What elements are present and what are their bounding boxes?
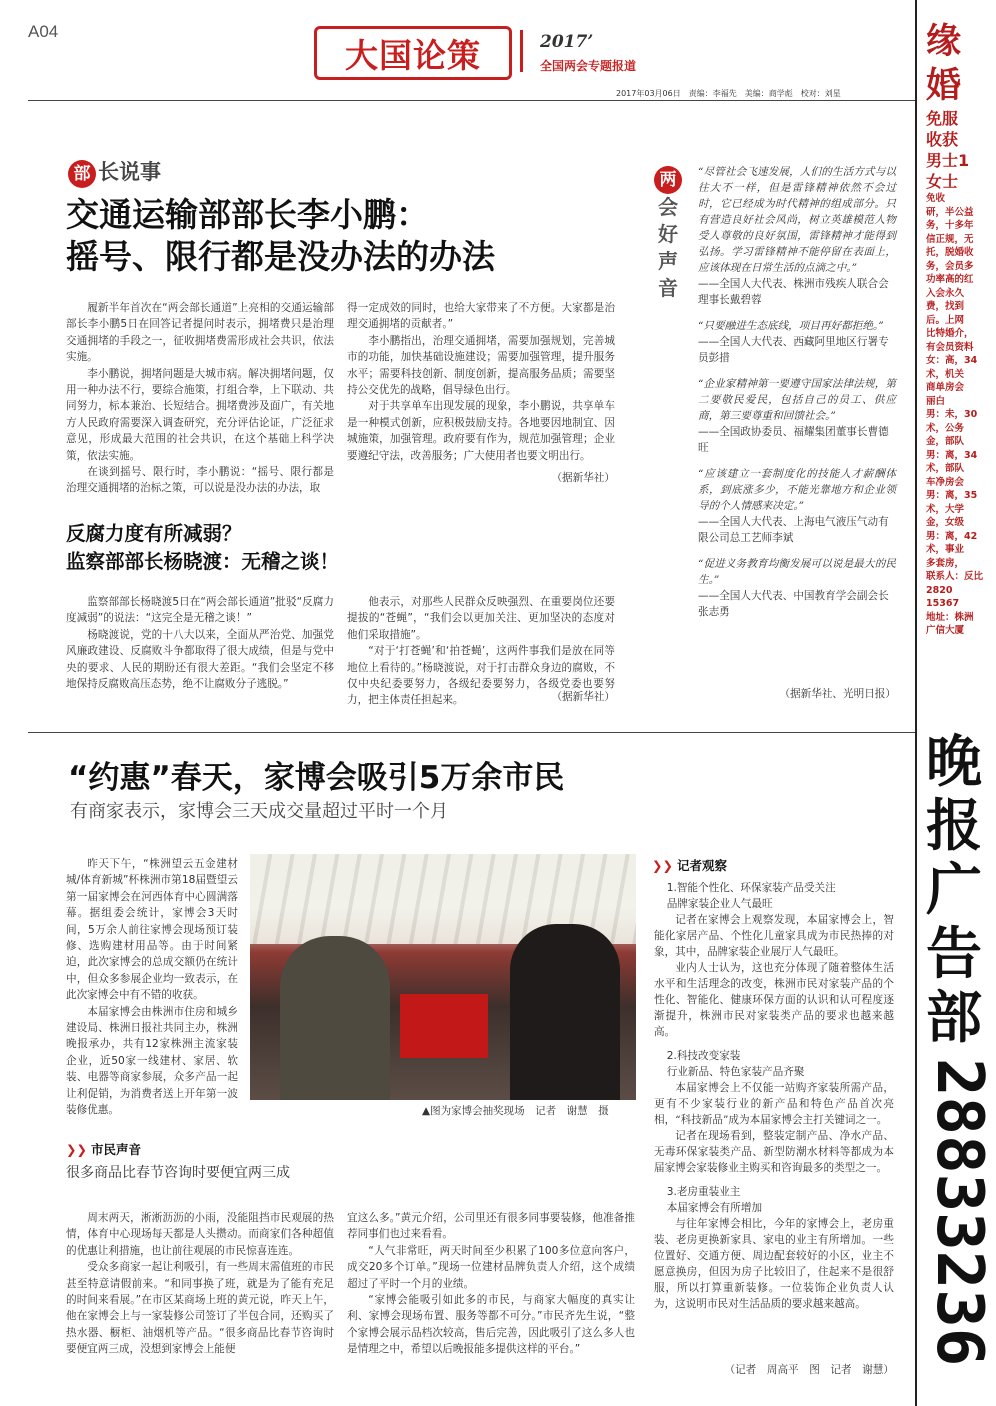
ad-char: 报 <box>926 793 982 859</box>
section-rule <box>28 732 915 733</box>
story1-headline <box>66 194 646 278</box>
voice-item <box>698 376 896 456</box>
photo-caption: ▲图为家博会抽奖现场 记者 谢慧 摄 <box>422 1105 609 1117</box>
ad-phone-number: 28833236 <box>922 1058 996 1367</box>
photo-figure-woman <box>510 924 620 1100</box>
ad-line: 术，大学 <box>926 503 965 515</box>
paragraph: 记者在家博会上观察发现，本届家博会上，智能化家居产品、个性化儿童家具成为市民热捧的对象，其中，品牌家装企业展厅人气最旺。 <box>654 914 894 958</box>
kicker-badge: 部 <box>68 160 96 188</box>
ad-line: 术，机关 <box>926 368 965 380</box>
citizen-column-1 <box>66 1210 334 1358</box>
story2-headline <box>66 520 626 576</box>
voice-quote: “企业家精神第一要遵守国家法律法规，第二要敬民爱民，包括自己的员工、供应商，第三要尊重和回馈社会。” <box>698 378 896 422</box>
ad-line: 金，女级 <box>926 517 965 528</box>
masthead-divider <box>520 30 523 72</box>
expo-photo <box>250 854 636 1100</box>
ad-small-lines <box>926 192 985 638</box>
voice-quote: “促进义务教育均衡发展可以说是最大的民生。” <box>698 558 896 586</box>
paragraph: 与往年家博会相比，今年的家博会上，老房重装、老房更换新家具、家电的业主有所增加。一些位置好、交通方便、周边配套较好的小区，业主不愿意换房，但因为房子比较旧了，住起来不是很舒服，所以打算重新装修。一位装饰企业负责人认为，这说明市民对生活品质的要求越来越高。 <box>654 1218 894 1310</box>
voices-source: （据新华社、光明日报） <box>779 688 896 700</box>
ad-line: 丽白 <box>926 395 946 407</box>
voices-title-char: 音 <box>658 276 678 300</box>
voice-quote: “尽管社会飞速发展，人们的生活方式与以往大不一样，但是雷锋精神依然不会过时，它已经成为时代精神的组成部分。只有营造良好社会风尚，树立英雄模范人物受人尊敬的良好氛围，雷锋精神才能得到弘扬。学习雷锋精神不能停留在表面上，应该体现在日常生活的点滴之中。” <box>698 166 896 274</box>
paragraph: 昨天下午，“株洲望云五金建材城/体育新城”杯株洲市第18届暨望云第一届家博会在河西体育中心圆满落幕。据组委会统计，家博会3天时间，5万余人前往家博会现场预订装修、选购建材用品等。由于时间紧迫，此次家博会的总成交额仍在统计中，但众多参展企业均一致表示，在此次家博会中有不错的收获。 <box>66 858 238 1002</box>
citizen-voice-tag <box>66 1140 141 1158</box>
story1-column-1 <box>66 300 334 497</box>
masthead-year: 2017’ <box>540 32 594 52</box>
ad-line: 免收 <box>926 193 946 204</box>
ad-char: 广 <box>926 857 982 923</box>
paragraph: 宜这么多。”黄元介绍，公司里还有很多同事要装修，他准备推荐同事们也过来看看。 <box>347 1212 635 1241</box>
ad-line: 收获 <box>926 130 959 149</box>
tag-arrow-icon: ❯❯ <box>652 858 673 873</box>
paragraph: 在谈到摇号、限行时，李小鹏说：“摇号、限行都是治理交通拥堵的治标之策，可以说是没办法的办法，取 <box>66 466 334 495</box>
ad-line: 广信大厦 <box>926 625 965 636</box>
paragraph: 得一定成效的同时，也给大家带来了不方便。大家都是治理交通拥堵的贡献者。” <box>347 302 615 331</box>
section-kicker <box>68 156 161 188</box>
paragraph: “对于‘打苍蝇’和‘拍苍蝇’，这两件事我们是放在同等地位上看待的。”杨晓渡说，对于打击群众身边的腐败，不仅中央纪委要努力，各级纪委要努力，各级党委也要努力，把主体责任担起来。 <box>347 645 615 707</box>
ad-mid-lines <box>926 108 985 192</box>
ad-line: 务，会员多 <box>926 260 974 272</box>
ad-line: 多套房， <box>926 557 965 569</box>
ad-line: 地址：株洲 <box>926 611 974 623</box>
ad-department-banner <box>922 729 996 1367</box>
paragraph: “家博会能吸引如此多的市民，与商家大幅度的真实让利、家博会现场布置、服务等都不可分。”市民齐先生说，“整个家博会展示品档次较高，售后完善，因此吸引了这么多人也是情理之中，希望以后晚报能多提供这样的平台。” <box>347 1294 635 1356</box>
ad-char: 婚 <box>926 65 962 106</box>
voices-title-char: 好 <box>658 222 678 246</box>
voice-attribution: ——全国人大代表、西藏阿里地区行署专员彭措 <box>698 336 889 364</box>
ad-line: 术，事业 <box>926 544 965 555</box>
matchmaking-ad <box>926 20 985 638</box>
ad-line: 术，部队 <box>926 463 965 474</box>
ad-line: 15367 <box>926 598 960 609</box>
ad-line: 男：离，42 <box>926 530 978 542</box>
ad-line: 女：高，34 <box>926 355 978 366</box>
paragraph: 本届家博会上不仅能一站购齐家装所需产品，更有不少家装行业的新产品和特色产品首次亮相，“科技新品”成为本届家博会主打关键词之一。 <box>654 1082 894 1126</box>
dateline: 2017年03月06日 责编：李福先 美编：商学彪 校对：刘星 <box>616 89 841 98</box>
story2-column-1 <box>66 594 334 692</box>
header-rule <box>28 100 915 101</box>
tag-label: 市民声音 <box>90 1142 141 1157</box>
story2-headline-line1: 反腐力度有所减弱？ <box>66 522 242 545</box>
voice-attribution: ——全国人大代表、中国教育学会副会长张志勇 <box>698 590 889 618</box>
ad-line: 托，脱婚收 <box>926 247 974 258</box>
ad-divider <box>915 0 917 1406</box>
voice-item <box>698 466 896 546</box>
paragraph: 记者在现场看到，整装定制产品、净水产品、无毒环保家装类产品、新型防潮水材料等都成为本届家博会家装修业主购买和咨询最多的类型之一。 <box>654 1130 894 1174</box>
citizen-headline: 很多商品比春节咨询时要便宜两三成 <box>66 1165 290 1181</box>
tag-arrow-icon: ❯❯ <box>66 1142 87 1157</box>
ad-line: 研，半公益 <box>926 206 974 218</box>
ad-char: 部 <box>926 985 982 1051</box>
ad-line: 信正规，无 <box>926 233 974 245</box>
paragraph: 对于共享单车出现发展的现象，李小鹏说，共享单车是一种模式创新，应积极鼓励支持。各地要因地制宜、因城施策，加强管理。政府要有作为，规范加强管理；企业要遵纪守法，改善服务；广大使用者也要文明出行。 <box>347 400 615 462</box>
photo-figure-man <box>280 936 390 1100</box>
observe-subheading: 品牌家装企业人气最旺 <box>666 898 773 910</box>
ad-char: 告 <box>926 921 982 987</box>
voice-item <box>698 318 896 366</box>
story2-source: （据新华社） <box>551 691 615 703</box>
voices-title-badge: 两 <box>654 166 682 194</box>
ad-line: 务，十多年 <box>926 220 974 231</box>
story1-source: （据新华社） <box>551 472 615 484</box>
ad-line: 男：离，35 <box>926 490 978 501</box>
paragraph: 杨晓渡说，党的十八大以来，全面从严治党、加强党风廉政建设、反腐败斗争都取得了很大成绩，但是与党中央的要求、人民的期盼还有很大差距。“我们会坚定不移地保持反腐败高压态势，绝不让腐败分子逃脱。” <box>66 628 334 691</box>
voices-title-char: 会 <box>658 195 678 219</box>
tag-label: 记者观察 <box>676 858 727 873</box>
voice-item <box>698 164 896 308</box>
paragraph: 本届家博会由株洲市住房和城乡建设局、株洲日报社共同主办，株洲晚报承办，共有12家株洲主流家装企业，近50家一线建材、家居、软装、电器等商家参展，众多产品一起让利促销，为消费者送上开年第一波装修优惠。 <box>66 1005 238 1117</box>
voice-attribution: ——全国人大代表、上海电气液压气动有限公司总工艺师李斌 <box>698 516 889 544</box>
masthead-title: 大国论策 <box>345 35 481 75</box>
story2-headline-line2: 监察部部长杨晓渡：无稽之谈！ <box>66 550 340 573</box>
ad-line: 有会员资料 <box>926 341 974 353</box>
observe-tag <box>652 856 727 874</box>
observe-list <box>654 880 894 1312</box>
ad-line: 车净房会 <box>926 476 965 488</box>
photo-lottery-box <box>400 994 488 1058</box>
voices-title <box>654 166 684 302</box>
ad-line: 后。上网 <box>926 314 965 326</box>
page-number: A04 <box>28 22 59 41</box>
story1-column-2 <box>347 300 615 464</box>
ad-line: 金，部队 <box>926 436 965 447</box>
voice-quote: “应该建立一套制度化的技能人才薪酬体系，到底涨多少，不能光靠地方和企业领导的个人情感来决定。” <box>698 468 896 512</box>
paragraph: 李小鹏说，拥堵问题是大城市病。解决拥堵问题，仅用一种办法不行，要综合施策，打组合拳，上下联动、共同努力，标本兼治、长短结合。拥堵费涉及面广，有关地方人民政府需要深入调查研究，充分评估论证，广泛征求意见，形成最大范围的社会共识，在这个基础上科学决策，依法实施。 <box>66 367 334 462</box>
ad-line: 免服 <box>926 109 959 128</box>
ad-line: 2820 <box>926 584 953 596</box>
ad-line: 入会永久 <box>926 287 965 299</box>
ad-line: 费，找到 <box>926 301 965 312</box>
story3-byline: （记者 周高平 图 记者 谢慧） <box>724 1364 894 1376</box>
observe-subheading: 本届家博会有所增加 <box>666 1202 763 1214</box>
paragraph: 履新半年首次在“两会部长通道”上亮相的交通运输部部长李小鹏5日在回答记者提问时表示，拥堵费只是治理交通拥堵的手段之一，征收拥堵费需形成社会共识，依法实施。 <box>66 302 334 364</box>
voices-title-char: 声 <box>658 249 678 273</box>
story3-headline: “约惠”春天，家博会吸引5万余市民 <box>68 760 565 796</box>
ad-line: 功率高的红 <box>926 274 974 285</box>
observe-heading: 1.智能个性化、环保家装产品受关注 <box>666 882 836 894</box>
citizen-column-2 <box>347 1210 635 1358</box>
voice-item <box>698 556 896 620</box>
ad-line: 联系人：反比 <box>926 571 984 582</box>
ad-line: 男：离，34 <box>926 449 978 461</box>
story1-headline-line1: 交通运输部部长李小鹏： <box>66 195 429 234</box>
voice-attribution: ——全国人大代表、株洲市残疾人联合会理事长戴碧蓉 <box>698 278 889 306</box>
ad-line: 商单房会 <box>926 382 965 393</box>
paragraph: 李小鹏指出，治理交通拥堵，需要加强规划，完善城市的功能，加快基础设施建设；需要加强管理，提升服务水平；需要科技创新、制度创新，提高服务品质；需要坚持公交优先的战略，倡导绿色出行。 <box>347 334 615 397</box>
ad-line: 术，公务 <box>926 422 965 434</box>
masthead <box>314 26 512 80</box>
ad-department-chars <box>926 730 985 1050</box>
ad-line: 女士 <box>926 172 959 191</box>
ad-line: 男士1 <box>926 151 970 170</box>
observe-heading: 3.老房重装业主 <box>666 1186 741 1198</box>
masthead-series: 全国两会专题报道 <box>540 59 637 73</box>
paragraph: 周末两天，淅淅沥沥的小雨，没能阻挡市民观展的热情，体育中心现场每天都是人头攒动。而商家们各种超值的优惠让利措施，也让前往观展的市民惊喜连连。 <box>66 1212 334 1257</box>
ad-char: 晚 <box>926 729 982 795</box>
voice-attribution: ——全国政协委员、福耀集团董事长曹德旺 <box>698 426 889 454</box>
voices-list <box>698 164 896 630</box>
paragraph: “人气非常旺，两天时间至少积累了100多位意向客户，成交20多个订单。”现场一位建材品牌负责人介绍，这个成绩超过了平时一个月的业绩。 <box>347 1244 635 1290</box>
paragraph: 受众多商家一起让利吸引，有一些周末需值班的市民甚至特意请假前来。“和同事换了班，就是为了能有充足的时间来看展。”在市区某商场上班的黄元说，昨天上午，他在家博会上与一家装修公司签订了半包合同，还购买了热水器、橱柜、油烟机等产品。“很多商品比春节咨询时要便宜两三成，没想到家博会上能便 <box>66 1261 334 1356</box>
ad-line: 比特婚介， <box>926 328 974 339</box>
paragraph: 监察部部长杨晓渡5日在“两会部长通道”批驳“反腐力度减弱”的说法：“这完全是无稽之谈！” <box>66 596 334 625</box>
observe-heading: 2.科技改变家装 <box>666 1050 741 1062</box>
story3-lead <box>66 856 238 1119</box>
story3-subhead: 有商家表示，家博会三天成交量超过平时一个月 <box>70 801 448 822</box>
observe-subheading: 行业新品、特色家装产品齐聚 <box>666 1066 805 1078</box>
story1-headline-line2: 摇号、限行都是没办法的办法 <box>66 237 495 276</box>
ad-line: 男：未，30 <box>926 409 978 420</box>
paragraph: 业内人士认为，这也充分体现了随着整体生活水平和生活理念的改变，株洲市民对家装产品的个性化、智能化、健康环保方面的认识和认可程度逐渐提升，株洲市民对家装类产品的要求也越来越高。 <box>654 962 894 1038</box>
voice-quote: “只要融进生态底线，项目再好都拒绝。” <box>698 320 884 332</box>
ad-char: 缘 <box>926 21 962 62</box>
paragraph: 他表示，对那些人民群众反映强烈、在重要岗位还要提拔的“苍蝇”，“我们会以更加关注、更加坚决的态度对他们采取措施”。 <box>347 596 615 641</box>
kicker-text: 长说事 <box>98 160 161 184</box>
